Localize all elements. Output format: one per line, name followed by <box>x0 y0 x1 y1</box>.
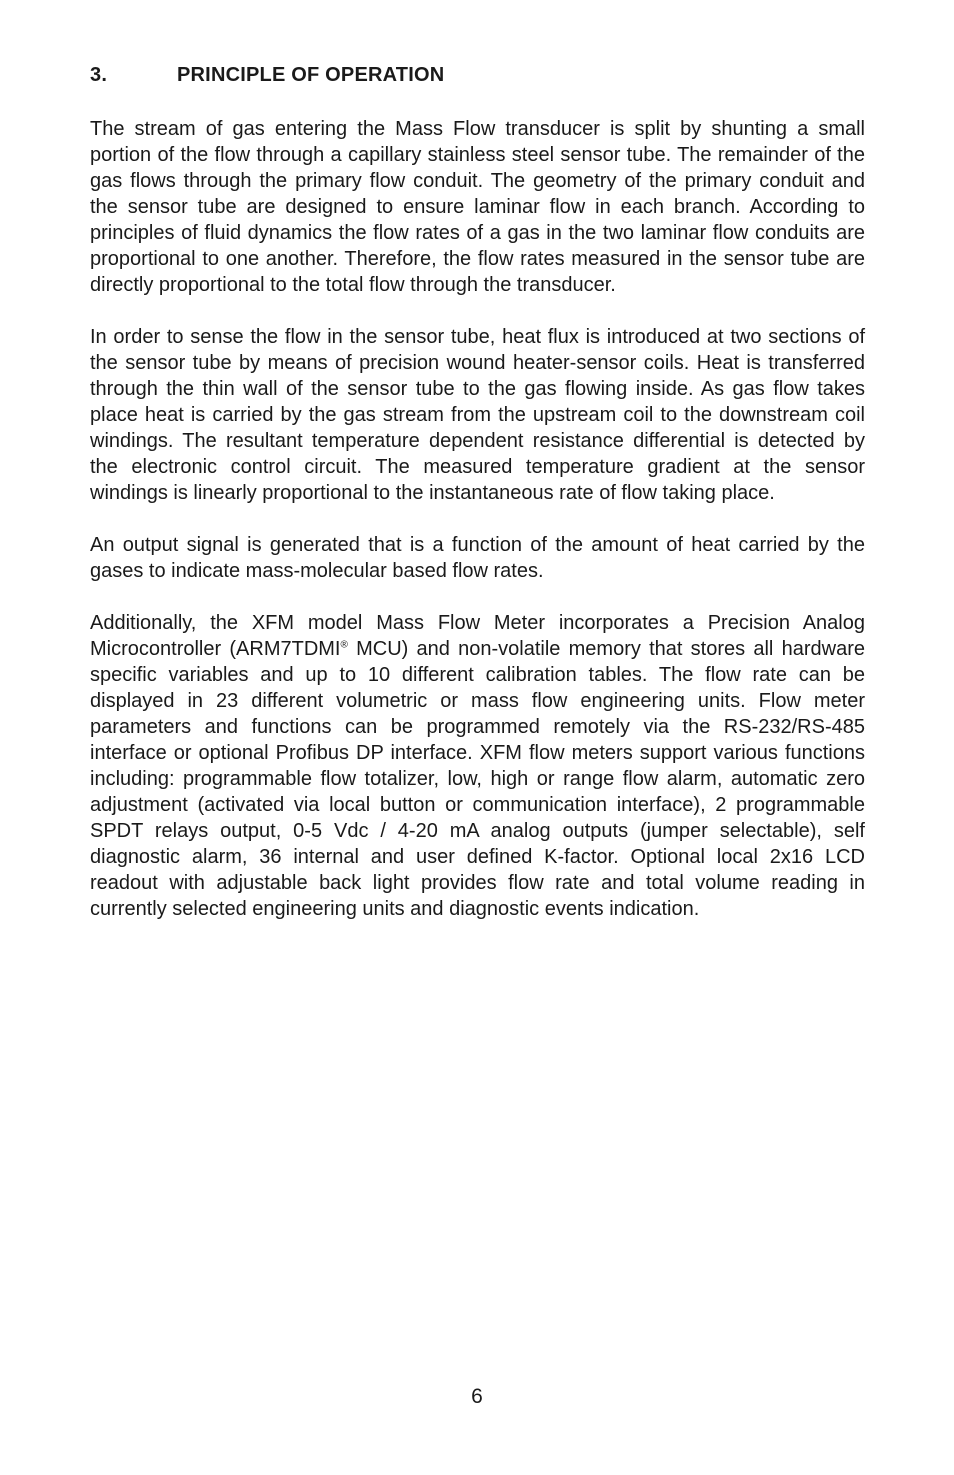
section-heading <box>90 60 865 90</box>
xfm-text-rest: MCU) and non-volatile memory that stores all hardware specific variables and up to 10 different calibration tables. The flow rate can be displayed in 23 different volumetric or mass flow engineering units. Flow meter parameters and functions can be programmed remotely via the RS-232/RS-485 interface or optional Profibus DP interface. XFM flow meters support various functions including: programmable flow totalizer, low, high or range flow alarm, automatic zero adjustment (activated via local button or communication interface), 2 programmable SPDT relays output, 0-5 Vdc / 4-20 mA analog outputs (jumper selectable), self diagnostic alarm, 36 internal and user defined K-factor. Optional local 2x16 LCD readout with adjustable back light provides flow rate and total volume reading in currently selected engineering units and diagnostic events indication. <box>90 638 865 920</box>
document-page <box>90 60 865 948</box>
paragraph-gas-stream: The stream of gas entering the Mass Flow transducer is split by shunting a small portion of the flow through a capillary stainless steel sensor tube. The remainder of the gas flows through the primary flow conduit. The geometry of the primary conduit and the sensor tube are designed to ensure laminar flow in each branch. According to principles of fluid dynamics the flow rates of a gas in the two laminar flow conduits are proportional to one another. Therefore, the flow rates measured in the sensor tube are directly proportional to the total flow through the transducer. <box>90 118 865 296</box>
section-number: 3. <box>90 64 108 86</box>
xfm-text-start: Additionally, the XFM model Mass Flow Meter incorporates a Precision Analog Microcontroller (ARM7TDMI <box>90 612 865 660</box>
paragraph-heat-flux: In order to sense the flow in the sensor tube, heat flux is introduced at two sections of the sensor tube by means of precision wound heater-sensor coils. Heat is transferred through the thin wall of the sensor tube to the gas flowing inside. As gas flow takes place heat is carried by the gas stream from the upstream coil to the downstream coil windings. The resultant temperature dependent resistance differential is detected by the electronic control circuit. The measured temperature gradient at the sensor windings is linearly proportional to the instantaneous rate of flow taking place. <box>90 326 865 504</box>
paragraph-output-signal: An output signal is generated that is a function of the amount of heat carried by the gases to indicate mass-molecular based flow rates. <box>90 534 865 582</box>
page-number: 6 <box>471 1385 483 1408</box>
registered-mark: ® <box>340 639 348 651</box>
paragraph-xfm-features <box>90 610 865 922</box>
section-title: PRINCIPLE OF OPERATION <box>177 64 445 86</box>
